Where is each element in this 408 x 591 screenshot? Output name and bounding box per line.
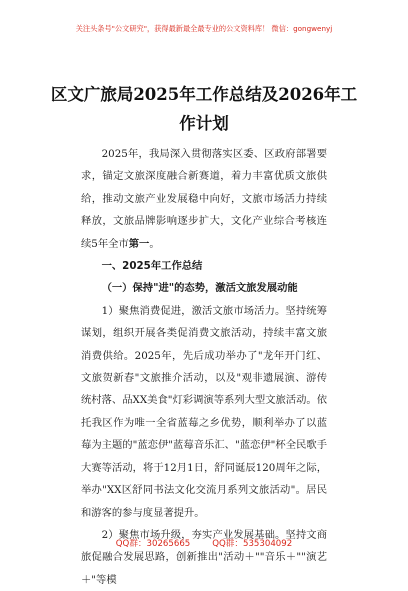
intro-end: 。 xyxy=(149,237,160,250)
intro-text: 2025年，我局深入贯彻落实区委、区政府部署要求，锚定文旅深度融合新赛道，着力丰富优质文旅供给，推动文旅产业发展稳中向好，文旅市场活力持续释放，文旅品牌影响逐步扩大，文化产业综合考核连续5年全市 xyxy=(81,148,327,250)
document-body xyxy=(81,143,327,591)
intro-paragraph xyxy=(81,143,327,255)
section-heading: 一、2025年工作总结 xyxy=(101,260,203,273)
footer-contact xyxy=(0,537,408,549)
header-promo-note: 关注头条号"公文研究"，获得最新最全最专业的公文资料库！ 微信：gongwenyj xyxy=(75,24,333,33)
footer-qq-group-1: QQ群：30265665 xyxy=(115,539,191,549)
footer-qq-group-2: QQ群：535304092 xyxy=(212,539,293,549)
body-paragraph-2: 2）聚焦市场升级，夯实产业发展基础。坚持文商旅促融合发展思路，创新推出"活动＋""音乐＋""演艺＋"等模 xyxy=(81,528,327,586)
intro-emphasis: 第一 xyxy=(128,237,150,250)
subsection-heading: （一）保持"进"的态势，激活文旅发展动能 xyxy=(101,282,298,295)
document-title: 区文广旅局2025年工作总结及2026年工作计划 xyxy=(50,85,358,133)
body-paragraph-1: 1）聚焦消费促进，激活文旅市场活力。坚持统筹谋划，组织开展各类促消费文旅活动，持续丰富文旅消费供给。2025年，先后成功举办了"龙年开门红、文旅贺新春"文旅推介活动，以及"观非遗展演、游传统村落、品XX美食"灯彩调演等系列大型文旅活动。依托我区作为唯一全省蓝莓之乡优势，顺利举办了以蓝莓为主题的"蓝恋伊"蓝莓音乐汇、"蓝恋伊"杯全民歌手大赛等活动，将于12月1日，舒同诞辰120周年之际，举办"XX区舒同书法文化交流月系列文旅活动"。居民和游客的参与度显著提升。 xyxy=(81,304,327,519)
